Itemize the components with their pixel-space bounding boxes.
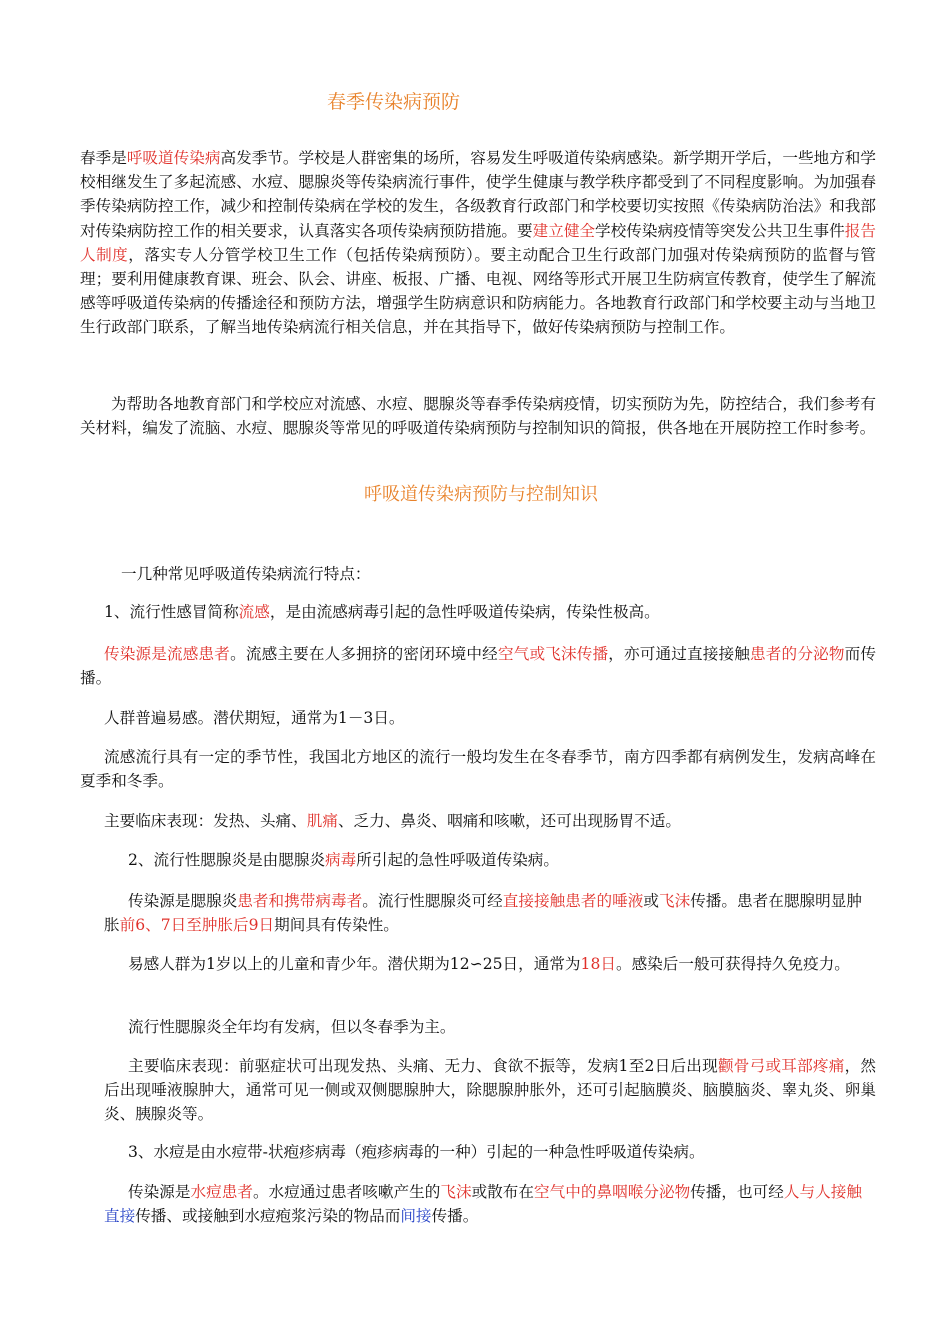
content-paragraph — [121, 562, 821, 586]
content-paragraph — [104, 952, 876, 976]
highlighted-text: 报告人制度 — [80, 221, 876, 264]
highlighted-text: 水痘患者 — [190, 1183, 253, 1201]
highlighted-text: 呼吸道传染病 — [126, 149, 221, 167]
highlighted-text: 颧骨弓或耳部疼痛 — [717, 1057, 845, 1075]
help-paragraph — [80, 392, 876, 440]
content-paragraph — [128, 1015, 868, 1039]
intro-paragraph — [80, 146, 876, 340]
text-run: 流行性腮腺炎全年均有发病，但以冬春季为主。 — [128, 1018, 456, 1036]
text-run: 传染源是腮腺炎 — [128, 892, 238, 910]
text-run: 主要临床表现：前驱症状可出现发热、头痛、无力、食欲不振等，发病1至2日后出现 — [128, 1057, 718, 1075]
text-run: ，是由流感病毒引起的急性呼吸道传染病，传染性极高。 — [269, 603, 660, 621]
text-run: 3、水痘是由水痘带-状疱疹病毒（疱疹病毒的一种）引起的一种急性呼吸道传染病。 — [128, 1143, 705, 1161]
text-run: 传播、或接触到水痘疱浆污染的物品而 — [135, 1207, 401, 1226]
content-paragraph — [104, 1180, 862, 1228]
text-run: 主要临床表现：发热、头痛、 — [104, 812, 307, 830]
text-run: 传播，也可经 — [690, 1183, 784, 1201]
text-run: 期间具有传染性。 — [274, 916, 399, 935]
text-run: 。流行性腮腺炎可经 — [362, 892, 503, 910]
text-run: 易感人群为1岁以上的儿童和青少年。潜伏期为12∽25日，通常为 — [128, 955, 581, 973]
highlighted-text: 飞沫 — [658, 892, 691, 910]
highlighted-text: 空气或飞沫传播 — [497, 645, 609, 663]
content-paragraph — [80, 642, 876, 690]
text-run: 。水痘通过患者咳嗽产生的 — [252, 1183, 441, 1201]
text-run: ，落实专人分管学校卫生工作（包括传染病预防）。要主动配合卫生行政部门加强对传染病预防的监督与管理；要利用健康教育课、班会、队会、讲座、板报、广播、电视、网络等形式开展卫生防病宣传教育，使学生了解流感等呼吸道传染病的传播途径和预防方法，增强学生防病意识和防病能力。各地教育行政部门和学校要主动与当地卫生行政部门联系，了解当地传染病流行相关信息，并在其指导下，做好传染病预防与控制工作。 — [80, 245, 876, 337]
text-run: ，然后出现唾液腺肿大，通常可见一侧或双侧腮腺肿大，除腮腺肿胀外，还可引起脑膜炎、脑膜脑炎、睾丸炎、卵巢炎、胰腺炎等。 — [104, 1057, 876, 1124]
text-run: 为帮助各地教育部门和学校应对流感、水痘、腮腺炎等春季传染病疫情，切实预防为先，防控结合，我们参考有关材料，编发了流脑、水痘、腮腺炎等常见的呼吸道传染病预防与控制知识的简报，供各地在开展防控工作时参考。 — [80, 395, 876, 438]
highlighted-text: 传染源是流感患者 — [104, 645, 231, 663]
text-run: 传播。患者在腮腺明显肿胀 — [104, 892, 862, 935]
content-paragraph — [104, 600, 884, 624]
text-run: 所引起的急性呼吸道传染病。 — [356, 851, 559, 869]
text-run: ，亦可通过直接接触 — [608, 645, 751, 663]
text-run: 而传播。 — [80, 645, 876, 688]
highlighted-text: 直接 — [104, 1207, 136, 1226]
highlighted-text: 患者的分泌物 — [750, 645, 845, 663]
text-run: 或 — [643, 892, 659, 910]
content-paragraph — [104, 809, 884, 833]
highlighted-text: 肌痛 — [306, 812, 338, 830]
text-run: 春季是 — [80, 149, 127, 167]
highlighted-text: 空气中的鼻咽喉分泌物 — [534, 1183, 691, 1201]
highlighted-text: 间接 — [400, 1207, 432, 1226]
content-paragraph — [128, 848, 868, 872]
text-run: 流感流行具有一定的季节性，我国北方地区的流行一般均发生在冬春季节，南方四季都有病例发生，发病高峰在夏季和冬季。 — [80, 748, 876, 791]
text-run: 一几种常见呼吸道传染病流行特点： — [121, 565, 371, 583]
highlighted-text: 患者和携带病毒者 — [237, 892, 363, 910]
highlighted-text: 18日 — [580, 955, 616, 973]
content-paragraph — [104, 1054, 876, 1127]
page-title: 春季传染病预防 — [327, 91, 461, 113]
highlighted-text: 飞沫 — [440, 1183, 472, 1201]
text-run: 。感染后一般可获得持久免疫力。 — [615, 955, 850, 973]
text-run: 。流感主要在人多拥挤的密闭环境中经 — [230, 645, 498, 663]
text-run: 高发季节。学校是人群密集的场所，容易发生呼吸道传染病感染。新学期开学后，一些地方和学校相继发生了多起流感、水痘、腮腺炎等传染病流行事件，使学生健康与教学秩序都受到了不同程度影响。为加强春季传染病防控工作，减少和控制传染病在学校的发生，各级教育行政部门和学校要切实按照《传染病防治法》和我部对传染病防控工作的相关要求，认真落实各项传染病预防措施。要 — [80, 149, 876, 240]
section-title: 呼吸道传染病预防与控制知识 — [364, 484, 598, 505]
text-run: 传播。 — [431, 1207, 479, 1226]
text-run: 人群普遍易感。潜伏期短，通常为1－3日。 — [104, 709, 405, 727]
content-paragraph — [104, 889, 862, 937]
text-run: 或散布在 — [471, 1183, 535, 1201]
highlighted-text: 前6、7日至肿胀后9日 — [119, 916, 275, 935]
content-paragraph — [128, 1140, 868, 1164]
highlighted-text: 直接接触患者的唾液 — [502, 892, 644, 910]
text-run: 2、流行性腮腺炎是由腮腺炎 — [128, 851, 326, 869]
content-paragraph — [80, 745, 876, 793]
content-paragraph — [104, 706, 884, 730]
text-run: 1、流行性感冒简称 — [104, 603, 239, 621]
highlighted-text: 建立健全 — [532, 221, 596, 240]
highlighted-text: 病毒 — [325, 851, 357, 869]
highlighted-text: 流感 — [238, 603, 270, 621]
highlighted-text: 人与人接触 — [783, 1183, 862, 1201]
text-run: 传染源是 — [128, 1183, 191, 1201]
text-run: 学校传染病疫情等突发公共卫生事件 — [595, 221, 845, 240]
text-run: 、乏力、鼻炎、咽痛和咳嗽，还可出现肠胃不适。 — [337, 812, 682, 830]
